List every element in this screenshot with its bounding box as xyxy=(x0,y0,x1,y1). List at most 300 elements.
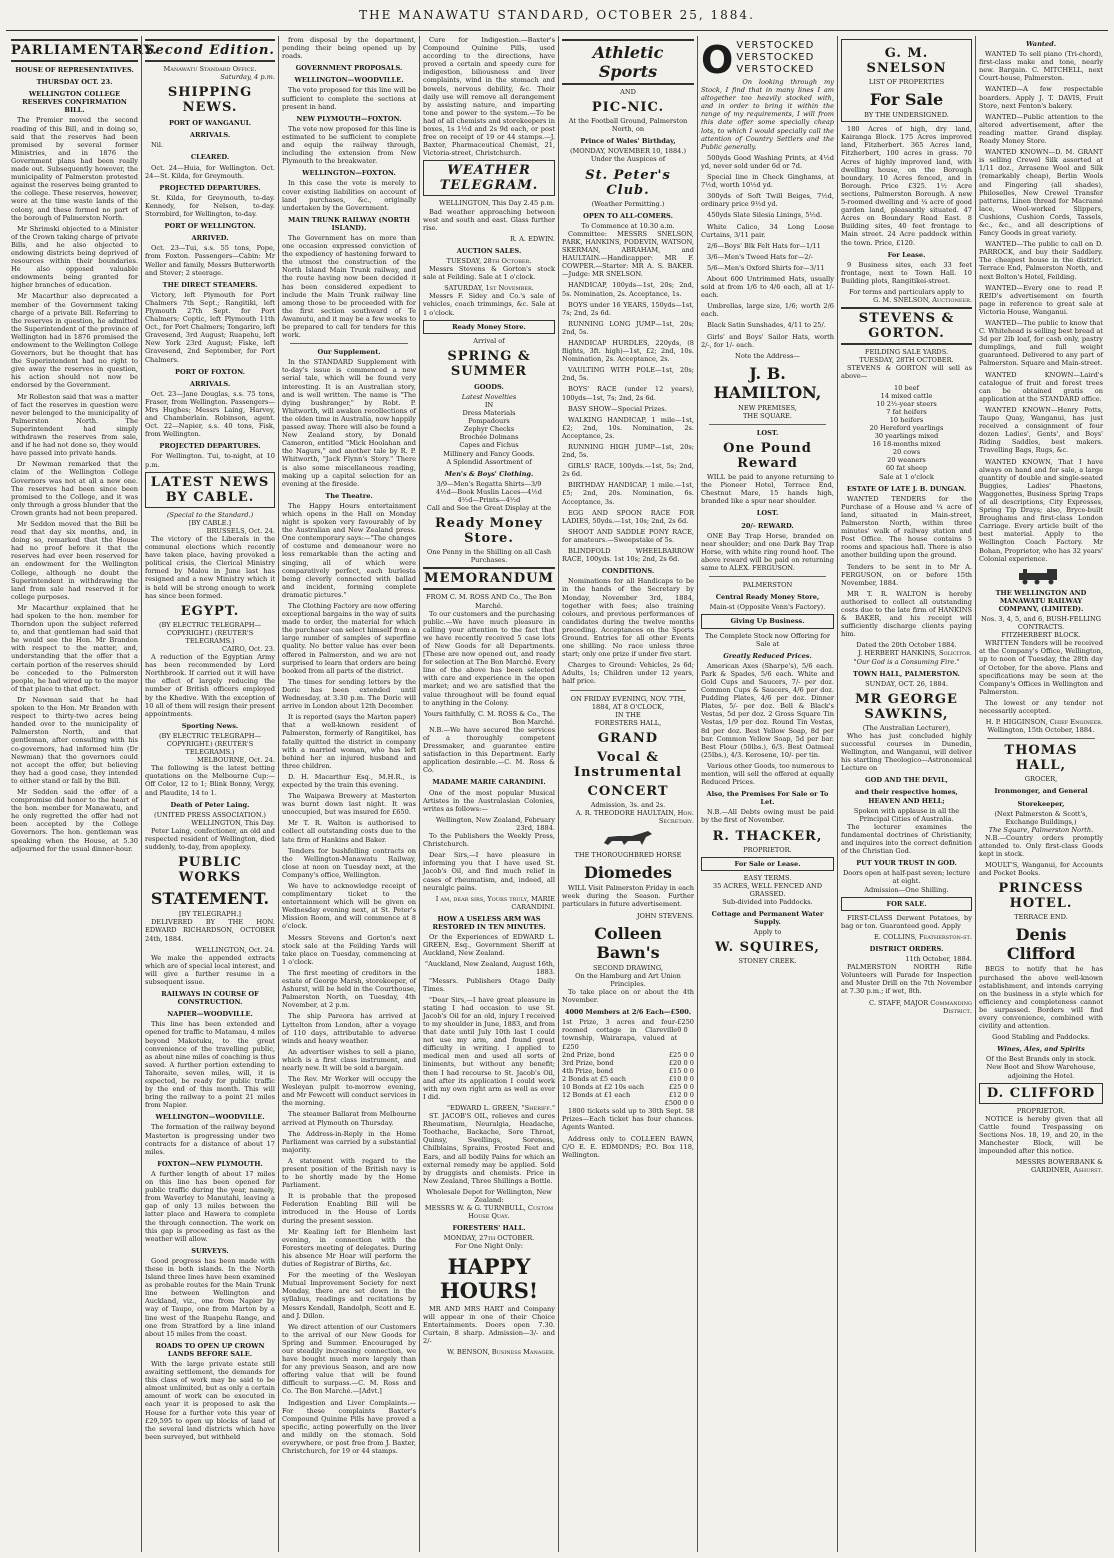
paragraph: Messrs F. Sidey and Co.'s sale of vehicles, coach trimmings, &c. Sale at 1 o'clock. xyxy=(423,292,555,317)
paragraph: We direct attention of our Customers to the arrival of our New Goods for Spring and Summer. Encouraged by our steadily increasing connection, we have bought much more largely than for any previous Season, and are now offering value that will be found difficult to surpass.—C. M. Ross and Co. The Bon Marché.—[Advt.] xyxy=(282,1322,416,1396)
paragraph: It is reported (says the Marton paper) that a well-known resident of Palmerston, formerly of Rangitikei, has fatally quitted the district in company with a married woman, who has left behind her an injured husband and three children. xyxy=(282,713,416,770)
stock-line: 14 mixed cattle xyxy=(880,391,933,400)
dateline: WELLINGTON, This Day 2.45 p.m. xyxy=(438,199,555,208)
for-sale-heading: FOR SALE. xyxy=(841,897,972,911)
stock-item: About 600 Untrimmed Hats, usually sold at from 1/6 to 4/6 each, all at 1/- each. xyxy=(701,274,834,300)
paragraph: ST. JACOB'S OIL, relieves and cures Rheumatism, Neuralgia, Headache, Toothache, Backache, Sore Throat, Quinsy, Swellings, Soreness, Chilblains, Sprains, Frosted Feet and Ears, and all bodily Pains for which an external remedy may be applied. Sold by druggists and chemists. Price in New Zealand, Three Shillings a Bottle. xyxy=(423,1112,555,1185)
event-item: HANDICAP HURDLES, 220yds, (8 flights, 3ft. high)—1st, £2; 2nd, 10s. Nomination, 2s. Acceptance, 2s. xyxy=(562,338,694,364)
paragraph: Charges to Ground: Vehicles, 2s 6d; Adults, 1s; Children under 12 years, half price. xyxy=(562,661,694,686)
paragraph: With the large private estate still awaiting settlement, the demands for this class of work may be said to be almost unlimited, but as only a certain amount of work can be executed in each year it is proposed to ask the House for a further vote this year of £29,595 to open up blocks of land of the several land districts which have been surveyed, but withheld xyxy=(145,1360,275,1441)
prize-value: £25 0 0 xyxy=(668,1050,694,1059)
subheading: WELLINGTON—WOODVILLE. xyxy=(294,76,404,85)
ad-line: One Pound Reward xyxy=(723,441,812,472)
event-item: GIRLS' RACE, 100yds.—1st, 5s; 2nd, 2s 6d. xyxy=(562,462,694,479)
ad-line: SPRING & SUMMER xyxy=(447,348,531,379)
subheading: THE DIRECT STEAMERS. xyxy=(162,280,258,289)
paragraph: The victory of the Liberals in the communal elections which recently have taken place, having provoked a political crisis, the Clerical Ministry formed by Malou in June last has resigned and a new Ministry which it is held will be strong enough to work has since been formed. xyxy=(145,534,275,600)
sawkins-heading: MR GEORGE SAWKINS, xyxy=(855,691,958,722)
paragraph: Indigestion and Liver Complaints.—For these complaints Baxter's Compound Quinine Pills have proved a specific, acting powerfully on the liver and mildly on the stomach. Sold everywhere, or post free from J. Baxter, Christchurch, for 19 or 44 stamps. xyxy=(282,1398,416,1456)
paragraph: 1800 tickets sold up to 30th Sept. 58 Prizes—Each ticket has four chances. Agents Wanted. xyxy=(562,1107,694,1132)
paragraph: STEVENS & GORTON will sell as above— xyxy=(841,364,972,381)
prize-row xyxy=(562,1083,694,1091)
paragraph: Mr T. R. Walton is authorised to collect all outstanding costs due to the late firm of Hankins and Baker. xyxy=(282,819,416,844)
ad-line: CONCERT xyxy=(587,783,669,799)
event-item: VAULTING WITH POLE—1st, 20s; 2nd, 5s. xyxy=(562,366,694,383)
ad-line: PROPRIETOR. xyxy=(743,845,792,854)
subheading: (Special to the Standard.) xyxy=(166,510,254,519)
stock-item: Black Satin Sunshades, 4/11 to 25/. xyxy=(707,321,826,330)
sporting-heading: Sporting News. xyxy=(181,721,239,730)
ad-line: For One Night Only: xyxy=(455,1242,523,1251)
store-heading: Ready Money Store. xyxy=(434,516,543,547)
paragraph: The Rev. Mr Worker will occupy the Wesleyan pulpit to-morrow evening, and Mr Fewcett will conduct services in the morning. xyxy=(282,1075,416,1108)
prize-value: £15 0 0 xyxy=(668,1066,694,1075)
subheading: PROJECTED DEPARTURES. xyxy=(159,183,261,192)
ad-line: 4½d—Book Muslin Laces—4½d xyxy=(436,487,542,496)
prize-value: £25 0 0 xyxy=(668,1082,694,1091)
stock-line: 10 beef xyxy=(894,383,919,392)
paragraph: This line has been extended and opened for traffic to Matamau, 4 miles beyond Makotuku, to the great convenience of the travelling public, as about nine miles of coaching is thus saved. A further portion extending to Tahoraite, seven miles, will, it is expected, be ready for public traffic by the end of this month. This will bring the railway to a point 21 miles from Napier. xyxy=(145,1020,275,1110)
divider xyxy=(570,690,686,691)
paragraph: In this case the vote is merely to cover existing liabilities on account of land purchases, &c., originally undertaken by the Government. xyxy=(282,179,416,212)
ad-line: PIC-NIC. xyxy=(591,100,665,116)
snelson-heading: G. M. SNELSON xyxy=(866,46,947,76)
paragraph: Oct. 23—Tui, s.s. 55 tons, Pope, from Foxton. Passengers—Cabin: Mr Weller and family, Messrs Butterworth and Stover; 2 steerage. xyxy=(145,244,275,277)
paragraph: For the meeting of the Wesleyan Mutual Improvement Society for next Monday, there are set down in the syllabus, readings and recitations by Messrs Kendall, Randolph, Scott and E. and J. Dillon. xyxy=(282,1271,416,1320)
signature: E. COLLINS, Featherston-st. xyxy=(873,932,972,941)
paragraph: PALMERSTON NORTH Rifle Volunteers will Parade for Inspection and Muster Drill on the 7th November at 7.30 p.m.; if wet, 8th. xyxy=(841,963,972,996)
ad-line: Zephyr Checks xyxy=(463,425,515,434)
paragraph: MR AND MRS HART and Company will appear in one of their Choice Entertainments. Doors open 7.30. Curtain, 8 sharp. Admission—3/- and 2/- xyxy=(423,1304,555,1345)
ad-line: ON FRIDAY EVENING, NOV. 7TH, 1884, AT 8 O'CLOCK, xyxy=(570,694,686,711)
prize-value: £10 0 0 xyxy=(668,1074,694,1083)
paragraph: The Premier moved the second reading of this Bill, and in doing so, said that the reserves had been promised by several former Ministries, and in 1876 the Government plans had been really made out. Subsequently however, the municipality of Palmerston protested against the reserves being granted to the college. These reserves, however, were at the time waste lands of the colony, and these formed no part of the borough of Palmerston North. xyxy=(11,116,138,222)
paragraph: Messrs Stevens and Gorton's next stock sale at the Feilding Yards will take place on Tuesday, commencing at 1 o'clock. xyxy=(282,933,416,966)
port-heading: PORT OF WELLINGTON. xyxy=(164,222,256,231)
event-item: BASY SHOW—Special Prizes. xyxy=(568,404,667,413)
paragraph: A reduction of the Egyptian Army has been recommended by Lord Northbrook. If carried out it will have the effect of largely reducing the number of British officers employed by the Khedive. With the exception of 10 all of them will resign their present appointments. xyxy=(145,653,275,718)
paragraph: Good progress has been made with these in both islands. In the North Island three lines have been examined as probable routes for the Main Trunk line between Wellington and Auckland, viz., one from Napier by way of Taupo, one from Marton by a line west of the Ruapehu Range, and one from Stratford by a line inland about 15 miles from the coast. xyxy=(145,1256,275,1338)
paragraph: WANTED TENDERS for the Purchase of a House and ¼ acre of land, situated in Main-street, Palmerston North, within three minutes' walk of railway station and Post Office. The house contains 5 rooms and spacious hall. There is also another building upon the ground. xyxy=(841,494,972,560)
ad-line: New Boot and Show Warehouse, adjoining the Hotel. xyxy=(986,1063,1096,1080)
signature: G. M. SNELSON, Auctioneer. xyxy=(873,296,972,305)
subheading: NEW PLYMOUTH—FOXTON. xyxy=(296,114,402,123)
paragraph: Mr Seddon said the offer of a compromise did honor to the heart of the hon. member for Manawatu, and he only regretted the offer had not been accepted by the College Governors. The hon. gentleman was speaking when the House, at 5.30 adjourned for the usual dinner-hour. xyxy=(11,787,138,853)
ad-line: At the Football Ground, Palmerston North, on xyxy=(568,117,688,134)
paragraph: ONE Bay Trap Horse, branded on near shoulder; and one Dark Bay Trap Horse, with white ring round hoof. The above reward will be paid on returning same to ALEX. FERGUSON. xyxy=(701,531,834,573)
paragraph: WANTED KNOWN, That I have always on hand and for sale, a large quantity of double and single-seated Buggies, Ladies' Phaetons, Waggonettes, Business Spring Traps of all descriptions, City Expresses, Spring Tip Drays; also, Bryce-built Broughams and first-class London Carriage. Every article built of the best material. Apply to the Wellington Coach Factory. Mr Bohan, Proprietor, who has 32 years' Colonial experience. xyxy=(979,457,1103,563)
paragraph: We make the appended extracts which are of special local interest, and will give a further resume in a subsequent issue. xyxy=(145,953,275,986)
stock-line: 20 cows xyxy=(892,448,921,457)
masthead-rule xyxy=(6,30,1108,31)
subheading: FOXTON—NEW PLYMOUTH. xyxy=(157,1159,263,1168)
ad-line: FITZHERBERT BLOCK. xyxy=(1001,631,1081,640)
office-line: Manawatu Standard Office. xyxy=(163,65,257,73)
stevens-gorton-heading: STEVENS & GORTON. xyxy=(841,307,972,345)
paragraph: Address only to COLLEEN BAWN, C/O E. E. EDMONDS; P.O. Box 118, Wellington. xyxy=(562,1134,694,1159)
paragraph: 9 Business sites, each 33 feet frontage, next to Town Hall. 10 Building plots, Rangitikei-street. xyxy=(841,260,972,285)
ad-line: (Next Palmerston & Scott's, Exchange Buildings,) xyxy=(994,809,1088,826)
paragraph: Dr Newman remarked that the claim of the Wellington College Governors was not at all a new one. The reserves had been since been promised to the College, and it was only through a gross blunder that the Crown grants had not been prepared. xyxy=(11,460,138,517)
ad-line: Doors open at half-past seven; lecture at eight. xyxy=(842,869,971,886)
paragraph: WILL be paid to anyone returning to the Pioneer Hotel, Terrace End, Chestnut Mare, 15 hands high, branded like a spur near shoulder. xyxy=(701,473,834,506)
dateline: "Auckland, New Zealand, August 16th, 1883. xyxy=(425,960,555,977)
paragraph: NOTICE is hereby given that all Cattle found Trespassing on Sections Nos. 18, 19, and 20, in the Manchester Block, will be impounded after this notice. xyxy=(979,1114,1103,1156)
ad-line: Men's & Boys' Clothing. xyxy=(444,469,534,478)
subheading: ARRIVALS. xyxy=(189,379,231,388)
stock-line: 16 18-months mixed xyxy=(872,440,941,449)
total: £500 0 0 xyxy=(664,1099,694,1108)
stock-line: 10 2½-year steers xyxy=(876,399,937,408)
paragraph: Mr Macarthur also deprecated a member of the Government taking charge of a private Bill. Referring to the reserves in question, he admitted the Superintendent of the province of Wellington had in 1876 promised the endowment to the Wellington College Governors, but he thought that has the Superintendent had no right to give away the reserves in question, his action should not now be endorsed by the Government. xyxy=(11,292,138,390)
paragraph: We have to acknowledge receipt of complimentary ticket to the entertainment which will be given on Wednesday evening next, at St. Peter's Mission Room, and will commence at 8 o'clock. xyxy=(282,882,416,931)
ad-line: TUESDAY, 28TH OCTOBER. xyxy=(859,356,954,365)
paragraph: In the STANDARD Supplement with to-day's issue is commenced a new serial tale, which will be found very interesting. It is an Australian story, and is well written. The name is "The dying bushranger," by Robt. P. Whitworth, will awaken recollections of the olden time in Australia, now happily passed away. There will also be found a New Zealand story, by Donald Cameron, entitled "Mick Hoolahan and the Nagurs," and another tale by R. P. Whitworth, "Jack Flynn's Story." There is also some miscellaneous reading, making up a capital selection for an evening at the fireside. xyxy=(282,358,416,488)
stock-line: 20 weaners xyxy=(887,456,926,465)
prize-value: £20 0 0 xyxy=(668,1058,694,1067)
subheading: ARRIVALS. xyxy=(189,131,231,140)
ad-line: MONDAY, 27th OCTOBER. xyxy=(443,1234,535,1243)
ad-line: GROCER, xyxy=(1024,775,1058,784)
supplement-heading: Our Supplement. xyxy=(317,348,381,357)
paragraph: Tenders to be sent in to Mr A. FERGUSON, on or before 15th November, 1884. xyxy=(841,562,972,587)
paragraph: N.B.—All Debts owing must be paid by the first of November. xyxy=(701,808,834,825)
dateline: THURSDAY OCT. 23. xyxy=(36,78,113,87)
ad-line: Sub-divided into Paddocks. xyxy=(722,898,813,907)
port-heading: PORT OF WANGANUI. xyxy=(168,119,252,128)
ad-line: TOWN HALL, PALMERSTON. xyxy=(853,669,960,678)
ad-line: Ironmonger, and General xyxy=(994,787,1088,796)
column-overstocked xyxy=(697,36,837,1552)
prize-row xyxy=(562,1067,694,1075)
dateline: Wellington, New Zealand, February 23rd, 1884. xyxy=(435,815,555,832)
event-item: EGG AND SPOON RACE FOR LADIES, 50yds.—1st, 10s; 2nd, 2s 6d. xyxy=(562,508,694,525)
lost-heading: LOST. xyxy=(756,509,779,518)
subheading: (BY ELECTRIC TELEGRAPH—COPYRIGHT.) (REUTER'S TELEGRAMS.) xyxy=(158,620,262,645)
club-heading: St. Peter's Club. xyxy=(585,167,671,198)
prize-label: 1st Prize, 3 acres and four-roomed cottage in Clareville township, Wairarapa, valued at £250 xyxy=(562,1018,678,1051)
signature: R. A. EDWIN. xyxy=(509,234,555,243)
paragraph: An advertiser wishes to sell a piano, which is a first class instrument, and nearly new. It will be sold a bargain. xyxy=(282,1047,416,1072)
ad-line: Giving Up Business. xyxy=(701,614,834,628)
prize-label: 2 Bonds at £5 each xyxy=(562,1074,626,1083)
paragraph: The steamer Ballarat from Melbourne arrived at Plymouth on Thursday. xyxy=(282,1110,416,1127)
stock-line: 60 fat sheep xyxy=(885,464,928,473)
paragraph: Dr Newman said that he had spoken to the Hon. Mr Brandon with respect to thirty-two acres being handed over to the municipality of Palmerston North, and that gentleman, after consulting with his co-governors, had informed him (Dr Newman) that the governors could not accept the offer, but believing they had a good case, they intended to either stand or fall by the Bill. xyxy=(11,695,138,785)
section-title: PARLIAMENTARY. xyxy=(11,39,138,62)
subheading: ROADS TO OPEN UP CROWN LANDS BEFORE SALE. xyxy=(155,1341,265,1358)
public-works-heading: STATEMENT. xyxy=(150,889,270,909)
paragraph: A statement with regard to the present position of the British navy is to be shortly made by the Home Parliament. xyxy=(282,1156,416,1190)
subheading: GOVERNMENT PROPOSALS. xyxy=(295,64,403,73)
stock-line: 10 heifers xyxy=(889,415,924,424)
district-orders-heading: DISTRICT ORDERS. xyxy=(869,944,944,953)
ad-line: VERSTOCKED xyxy=(736,52,815,63)
dateline: WELLINGTON, This Day. xyxy=(191,818,275,827)
paragraph: Victory, left Plymouth for Port Chalmers 7th Sept.; Rangitiki, left Plymouth 27th Sept. for Port Chalmers; Coptic, left Plymouth 11th Oct., for Port Chalmers; Tongariro, left Gravesend, 3rd August; Ruapehu, left New York 23rd August; Fiske, left Gravesend, 2nd September, for Port Chalmers. xyxy=(145,290,276,364)
signature: MESSRS BOWERBANK & GARDINER, Ashurst. xyxy=(1015,1158,1103,1175)
paragraph: Cure for Indigestion.—Baxter's Compound Quinine Pills, used according to the directions, have proved a certain and speedy cure for indigestion, biliousness and liver complaints, wind in the stomach and bowels, nervous debility, &c. Their daily use will remove all derangement by assisting nature, and imparting tone and power to the system.—To be had of all chemists and storekeepers in boxes, 1s 1½d and 2s 9d each, or post free on receipt of 19 or 44 stamps.—J. Baxter, Pharmaceutical Chemist, 21, Victoria-street, Christchurch. xyxy=(423,36,555,158)
ad-line: IN xyxy=(484,401,494,409)
ad-line: The Square, Palmerston North. xyxy=(988,825,1094,834)
prize-label: 2nd Prize, bond xyxy=(562,1050,615,1059)
ad-line: and their respective homes, HEAVEN AND HELL; xyxy=(855,788,958,805)
ad-line: Brochée Dolmans xyxy=(459,433,519,442)
ad-line: LIST OF PROPERTIES xyxy=(868,78,945,86)
ad-line: 3/9—Men's Regatta Shirts—3/9 xyxy=(436,479,542,488)
prize-row xyxy=(562,1059,694,1067)
wanted-heading: Wanted. xyxy=(1025,40,1057,48)
paragraph: WANTED—The public to know that C. Whitehead is selling best bread at 3d per 2lb loaf, for cash only, pastry dumplings, and full weight guaranteed. Delivered to any part of Palmerston. Square and Main-street. xyxy=(979,319,1103,368)
masthead: THE MANAWATU STANDARD, OCTOBER 25, 1884. xyxy=(359,8,755,22)
ad-line: AND xyxy=(620,88,636,96)
happy-hours-heading: HAPPY HOURS! xyxy=(439,1253,539,1303)
stock-item: 5/6—Men's Oxford Shirts for—3/11 xyxy=(707,263,825,272)
snelson-box xyxy=(841,39,972,122)
event-item: RUNNING HIGH JUMP—1st, 20s; 2nd, 5s. xyxy=(562,443,694,460)
hamilton-heading: J. B. HAMILTON, xyxy=(713,363,822,402)
prize-label: 10 Bonds at £2 10s each xyxy=(562,1082,645,1091)
ad-line: (Weather Permitting.) xyxy=(591,199,665,208)
lease-heading: For Lease. xyxy=(887,250,926,259)
subheading: (UNITED PRESS ASSOCIATION.) xyxy=(154,810,266,819)
paragraph: The Government has on more than one occasion expressed conviction of the expediency of hastening forward to the utmost the construction of the North Island Main Trunk railway, and the route having now been decided it has been considered expedient to include the Main Trunk railway line among those to be proceeded with for the first section southward of Te Awamutu, and it may be a few weeks to be prepared to call for tenders for this work. xyxy=(282,233,416,340)
paragraph: WANTED—The public to call on D. PARROCK, and buy their Saddlery. The cheapest house in the district. Terrace End, Palmerston North, and next Bolton's Hotel, Feilding. xyxy=(979,240,1103,281)
paragraph: The formation of the railway beyond Masterton is progressing under two contracts for a distance of about 17 miles. xyxy=(145,1123,275,1156)
prize-row xyxy=(562,1091,694,1099)
clifford-signature: D. CLIFFORD xyxy=(979,1083,1103,1104)
ad-line: Latest Novelties xyxy=(461,392,517,401)
stock-item: 2/6—Boys' Blk Felt Hats for—1/11 xyxy=(707,241,821,250)
signature: J. HERBERT HANKINS, Solicitor. xyxy=(858,649,972,658)
clifford-heading: Denis Clifford xyxy=(1006,925,1076,964)
subheading: WELLINGTON—WOODVILLE. xyxy=(155,1113,265,1122)
items-list xyxy=(701,154,834,349)
stock-line: 30 yearlings mixed xyxy=(874,432,939,441)
subheading: RAILWAYS IN COURSE OF CONSTRUCTION. xyxy=(161,990,259,1007)
event-item: HANDICAP, 100yds—1st, 20s; 2nd, 5s. Nomination, 2s. Acceptance, 1s. xyxy=(562,281,694,298)
store-heading: Central Ready Money Store, xyxy=(715,593,820,602)
paragraph: MOULT'S, Wanganui, for Accounts and Pocket Books. xyxy=(979,861,1103,878)
paragraph: Who has just concluded highly successful courses in Dunedin, Wellington, and Wanganui, will deliver his startling Theologico—Astronomical Lecture on xyxy=(841,731,972,773)
ad-line: THE THOROUGHBRED HORSE xyxy=(574,851,682,860)
ad-line: Main-st (Opposite Venn's Factory). xyxy=(709,603,826,612)
athletic-sports-heading: Athletic Sports xyxy=(562,39,694,85)
signature: Yours faithfully, C. M. ROSS & Co., The Bon Marché. xyxy=(424,709,555,726)
prize-label: 12 Bonds at £1 each xyxy=(562,1091,631,1100)
initial-o: O xyxy=(701,38,734,82)
ad-line: IN THE xyxy=(615,710,641,719)
paragraph: N.B.—We have secured the services of a thoroughly competent Dressmaker, and guarantee entire satisfaction in this Department. Early application desirable.—C. M. Ross & Co. xyxy=(423,725,555,775)
paragraph: WANTED To sell piano (Tri-chord), first-class make and tone, nearly new. Bargain. C. MITCHELL, next Court-house, Palmerston. xyxy=(979,50,1103,83)
paragraph: The lowest or any tender not necessarily accepted. xyxy=(979,698,1103,716)
signature: A. R. THEODORE HAULTAIN, Hon. Secretary. xyxy=(575,809,694,826)
paragraph: Tenders for bushfelling contracts on the Wellington-Manawatu Railway, close at noon on Tuesday next, at the Company's office, Wellington. xyxy=(282,846,416,879)
paragraph: "Messrs. Publishers Otago Daily Times. xyxy=(423,976,555,993)
princess-hotel-heading: PRINCESS HOTEL. xyxy=(998,881,1084,912)
ad-line: The Complete Stock now Offering for Sale at xyxy=(704,631,831,648)
death-heading: Death of Peter Laing. xyxy=(170,800,250,809)
ad-line: PROPRIETOR. xyxy=(1016,1106,1066,1115)
divider xyxy=(709,576,826,577)
signature: "EDWARD L. GREEN, "Sheriff." xyxy=(446,1103,555,1112)
paragraph: Bad weather approaching between west and south and east. Glass further rise. xyxy=(423,207,555,232)
store-heading: Ready Money Store. xyxy=(423,320,555,334)
paragraph: WANTED—A few respectable boarders. Apply J. T. DAVIS, Fruit Store, next Fenton's bakery. xyxy=(979,85,1103,110)
public-works-heading: PUBLIC WORKS xyxy=(178,855,242,886)
paragraph: The following is the latest betting quotations on the Melbourne Cup:—Off Color, 12 to 1; Blink Bonny, Vergy, and Plaudite, 14 to 1. xyxy=(145,764,275,797)
prize-label: 4th Prize, bond xyxy=(562,1066,614,1075)
divider xyxy=(290,343,408,344)
ad-line: GRAND xyxy=(597,730,659,746)
horse-icon xyxy=(598,829,658,847)
ad-line: Dated the 20th October 1884. xyxy=(856,641,957,650)
dateline: WELLINGTON, Oct. 24. xyxy=(195,945,275,954)
ad-line: VERSTOCKED xyxy=(736,64,815,75)
dateline: MELBOURNE, Oct. 24. xyxy=(196,756,275,765)
event-item: RUNNING LONG JUMP—1st, 20s; 2nd, 5s. xyxy=(562,319,694,336)
dateline: Wellington, 15th October, 1884. xyxy=(987,726,1095,735)
paragraph: WANTED KNOWN—D. M. GRANT is selling Crewel Silk assorted at 1/11 doz., Arrasene Wool and Silk (remarkably cheap), Berlin Wools and Fingering (all shades), Philoselles, New Crewel Transfer patterns, Linen thread for Macramé lace, Wool-worked Slippers, Cushions, Cushion Cords, Tassels, &c., &c., and all descriptions of Fancy Goods in great variety. xyxy=(979,148,1103,238)
paragraph: The Address-in-Reply in the Home Parliament was carried by a substantial majority. xyxy=(282,1129,416,1154)
subheading: TUESDAY, 28th October. xyxy=(446,256,532,265)
ad-line: "Our God is a Consuming Fire." xyxy=(853,657,960,666)
paragraph: Peter Laing, confectioner, an old and respected resident of Wellington, died suddenly, to-day, from apoplexy. xyxy=(145,826,275,852)
ad-line: FROM C. M. ROSS AND Co., The Bon Marché. xyxy=(426,593,552,610)
paragraph: The vote proposed for this line will be sufficient to complete the sections at present in hand. xyxy=(282,86,416,111)
prize-label: 3rd Prize, bond xyxy=(562,1058,614,1067)
ad-line: Dress Materials xyxy=(462,409,516,418)
paragraph: DELIVERED BY THE HON. EDWARD RICHARDSON, OCTOBER 24th, 1884. xyxy=(145,918,275,943)
auction-heading: AUCTION SALES. xyxy=(456,246,522,255)
stock-item: Umbrellas, large size, 1/6; worth 2/6 each. xyxy=(701,302,834,319)
paragraph: For Wellington. Tui, to-night, at 10 p.m. xyxy=(145,452,275,469)
paragraph: One of the most popular Musical Artistes in the Australasian Colonies, writes as follows:— xyxy=(423,788,555,813)
subheading: [BY CABLE.] xyxy=(188,518,232,527)
egypt-heading: EGYPT. xyxy=(180,603,240,619)
dateline: CAIRO, Oct. 23. xyxy=(221,644,275,653)
topic-heading: WELLINGTON COLLEGE RESERVES CONFIRMATION BILL. xyxy=(22,90,127,115)
ad-line: Storekeeper, xyxy=(1017,799,1065,808)
paragraph: Committee: MESSRS SNELSON, PARK, HANKINS, PODEVIN, WATSON, SKERMAN, ABRAHAM, and HAULTAIN.—Handicapper: MR F. COWPER.—Starter: MR A. S. BAKER.—Judge: MR SNELSON. xyxy=(562,229,694,279)
prizes-list xyxy=(562,1018,694,1099)
paragraph: from disposal by the department, pending their being opened up by roads. xyxy=(282,36,416,61)
ad-line: THE SQUARE. xyxy=(743,411,792,420)
ad-line: GOD AND THE DEVIL, xyxy=(865,776,948,785)
paragraph: Nominations for all Handicaps to be in the hands of the Secretary by Monday, November 3rd, 1884, together with fees; also training colours, and previous performances of candidates during the twelve months preceding. Acceptances on the Sports Ground. Entries for all other Events one shilling. No race unless three start; only one prize if under five start. xyxy=(562,577,694,659)
railway-heading: THE WELLINGTON AND MANAWATU RAILWAY COMPANY, (LIMITED). xyxy=(995,588,1087,613)
testimonial-heading: HOW A USELESS ARM WAS RESTORED IN TEN MINUTES. xyxy=(432,914,546,931)
ad-line: MESSRS W. & G. TURNBULL, Custom House Quay. xyxy=(424,1204,554,1221)
ad-line: To Commence at 10.30 a.m. xyxy=(581,221,675,230)
paragraph: American Axes (Sharpe's), 5/6 each. Park & Spades, 5/6 each. White and Gold Cups and Saucers, 7/- per doz. Common Cups & Saucers, 4/6 per doz. Pudding Plates, 4/6 per doz. Dinner Plates, 5/- per doz. Bell & Black's Vestas, 5d per doz. 2 Gross Square Tin Vestas, 1/9 per doz. Round Tin Vestas, 8d per doz. Best Yellow Soap, 8d per bar. Common Yellow Soap, 5d per bar. Best Flour (50lbs.), 6/3. Best Oatmeal (25lbs.), 4/3. Kerosene, 10/- per tin. xyxy=(701,661,834,759)
ad-line: Arrival of xyxy=(473,336,505,345)
ad-line: Vocal & Instrumental xyxy=(573,749,682,780)
paragraph: FIRST-CLASS Derwent Potatoes, by bag or ton. Guaranteed good. Apply xyxy=(841,913,972,930)
ad-line: BY THE UNDERSIGNED. xyxy=(864,111,949,120)
subheading: ARRIVED. xyxy=(191,234,229,243)
paragraph: The Happy Hours entertainment which opens in the Hall on Monday night is spoken very favourably of by the Australian and New Zealand press. One contemporary says:—"The changes of costume and demeanour were no less remarkable than the acting and singing, all of which were comparatively perfect, each burlesta being cleverly connected with ballad and incident, forming complete dramatic pictures." xyxy=(282,501,416,599)
subheading: CLEARED. xyxy=(190,153,230,162)
stock-item: 500yds Good Washing Prints, at 4½d yd, never sold under 6d or 7d. xyxy=(701,153,834,170)
paragraph: Nil. xyxy=(151,141,164,150)
ad-line: VERSTOCKED xyxy=(736,40,815,51)
ad-line: PALMERSTON xyxy=(742,581,793,590)
ad-line: Prince of Wales' Birthday, xyxy=(580,137,676,146)
event-item: BIRTHDAY HANDICAP, 1 mile.—1st, £5; 2nd, 20s. Nomination, 6s. Acceptance, 3s. xyxy=(562,481,694,506)
event-item: BLINDFOLD WHEELBARROW RACE, 100yds. 1st 10s; 2nd, 2s 6d. xyxy=(562,547,694,564)
stock-line: 7 fat heifers xyxy=(886,407,927,416)
ad-line: Pompadours xyxy=(468,417,510,426)
ad-line: Apply to xyxy=(753,928,782,937)
prize-row xyxy=(562,1075,694,1083)
event-item: BOYS under 16 YEARS, 150yds—1st, 7s; 2nd, 2s 6d. xyxy=(562,300,694,317)
paragraph: Dear Sirs,—I have pleasure in informing you that I have used St. Jacob's Oil, and find much relief in cases of rheumatism, and, indeed, all neuralgic pains. xyxy=(423,851,555,892)
paragraph: Various other Goods, too numerous to mention, will sell the offered at equally Reduced Prices. xyxy=(701,761,834,787)
stock-line: 20 Hereford yearlings xyxy=(869,424,944,432)
cable-heading: LATEST NEWS BY CABLE. xyxy=(145,472,275,508)
subheading: CONDITIONS. xyxy=(601,567,655,576)
overstocked-banner xyxy=(701,38,834,82)
dateline: BRUSSELS, Oct. 24. xyxy=(206,526,275,535)
events-list xyxy=(562,281,694,563)
ad-line: One Penny in the Shilling on all Cash Purchases. xyxy=(426,548,552,565)
ad-line: STONEY CREEK. xyxy=(738,957,797,966)
ad-line: Admission, 3s. and 2s. xyxy=(590,800,666,809)
colleen-heading: Colleen Bawn's xyxy=(594,923,662,962)
event-item: WALKING HANDICAP, 1 mile—1st, £2; 2nd, 10s. Nomination, 2s. Acceptance, 2s. xyxy=(562,415,694,440)
ad-line: OPEN TO ALL-COMERS. xyxy=(583,211,673,220)
ad-line: For terms and particulars apply to xyxy=(849,287,964,296)
paragraph: The ship Pareora has arrived at Lyttelton from London, after a voyage of 110 days, attributable to adverse winds and heavy weather. xyxy=(282,1012,416,1045)
ad-line: Good Stabling and Paddocks. xyxy=(992,1033,1090,1042)
paragraph: WANTED—Public attention to the altered advertisement, after the reading matter. Grand display. Ready Money Store. xyxy=(979,112,1103,146)
column-second-edition xyxy=(141,36,278,1552)
subheading: MAIN TRUNK RAILWAY (NORTH ISLAND). xyxy=(287,215,411,232)
paragraph: Mr Shrimski objected to a Minister of the Crown taking charge of private Bills, and he also objected to endowing districts being deprived of resources within their boundaries. He also opposed valuable endowments being granted for higher branches of education. xyxy=(11,224,138,290)
ad-line: EASY TERMS. xyxy=(743,873,792,882)
subheading: SURVEYS. xyxy=(191,1246,229,1255)
ad-line: 4000 Members at 2/6 Each—£500. xyxy=(564,1008,692,1017)
paragraph: The Waipawa Brewery at Masterton was burnt down last night. It was unoccupied, but was insured for £650. xyxy=(282,792,416,817)
column-public-works xyxy=(278,36,419,1552)
ad-line: Under the Auspices of xyxy=(590,155,666,164)
paragraph: The lecturer examines the fundamental doctrines of Christianity, and inquires into the correct definition of the Christian God. xyxy=(841,822,972,856)
paragraph: To our customers and the purchasing public.—We have much pleasure in calling your attention to the fact that we have recently received 5 case lots of New Goods for all Departments. [These are now opened out, and ready for selection at The Bon Marché. Every line of the above has been selected with care and experience in the open market; and we are satisfied that the value throughout will be found equal to anything in the Colony. xyxy=(423,609,555,707)
ad-line: Nos. 3, 4, 5, and 6, BUSH-FELLING CONTRACTS. xyxy=(980,615,1102,632)
column-wanted xyxy=(975,36,1106,1552)
stock-item: 300yds of Soft Twill Beiges, 7½d, ordinary price 9½d yd. xyxy=(701,192,834,209)
prize-value: £250 0 0 xyxy=(677,1018,694,1035)
ad-line: Sale at 1 o'clock xyxy=(879,472,934,481)
ad-line: Wines, Ales, and Spirits xyxy=(997,1045,1085,1054)
paragraph: WANTED KNOWN—Henry Potts, Taupo Quay, Wanganui, has just received a consignment of four dozen Ladies', Gents', and Boys' Riding Saddles, best makers. Travelling Bags, Rugs, &c. xyxy=(979,405,1103,455)
signature: JOHN STEVENS. xyxy=(636,911,694,920)
ad-line: TERRACE END. xyxy=(1014,913,1068,922)
ad-line: W. SQUIRES, xyxy=(715,940,820,956)
paragraph: WRITTEN Tenders will be received at the Company's Office, Wellington, up to noon of Tuesday, the 28th day of October, for the above. Plans and specifications may be seen at the Company's Offices in Wellington and Palmerston. xyxy=(979,639,1103,696)
paragraph: It is probable that the proposed Federation Enabling Bill will be introduced in the House of Lords during the present session. xyxy=(282,1192,416,1225)
section-subtitle: HOUSE OF REPRESENTATIVES. xyxy=(15,66,134,74)
paragraph: Mr Rolleston said that was a matter of fact the reserves in question were never belonged to the municipality of Palmerston North. The Superintendent had simply withdrawn the reserves from sale, and if he had not done so, they would have passed into private hands. xyxy=(11,392,138,458)
paragraph: The vote now proposed for this line is estimated to be sufficient to complete and equip the railway through, including the extension from New Plymouth to the breakwater. xyxy=(282,124,416,166)
paragraph: "Dear Sirs,—I have great pleasure in stating I had occasion to use St. Jacob's Oil for an old, injury I received to my shoulder in June, 1883, and from that date until July 10th last I could not use my arm, and found great difficulty in writing. I applied to medical men and used all sorts of liniments, but without any benefit; then I had recourse to St. Jacob's Oil, and after its application I could work with my own right arm as well as ever I did. xyxy=(423,995,555,1101)
foresters-heading: FORESTERS' HALL. xyxy=(452,1224,526,1233)
weather-heading: WEATHER TELEGRAM. xyxy=(423,160,555,196)
column-advertisements-1 xyxy=(419,36,558,1552)
ad-line: Admission—One Shilling. xyxy=(864,885,949,894)
divider xyxy=(709,424,826,425)
